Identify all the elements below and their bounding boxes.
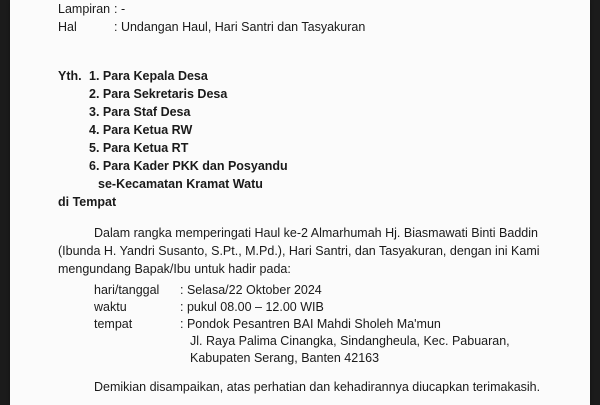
recipient-place: di Tempat xyxy=(58,195,117,209)
hal-value: : Undangan Haul, Hari Santri dan Tasyakuran xyxy=(114,20,366,34)
venue-line: Jl. Raya Palima Cinangka, Sindangheula, Kec. Pabuaran, xyxy=(190,334,510,348)
venue-label: tempat xyxy=(94,317,133,331)
venue-line: Kabupaten Serang, Banten 42163 xyxy=(190,351,380,365)
lampiran-value: : - xyxy=(114,2,126,16)
paragraph-line: mengundang Bapak/Ibu untuk hadir pada: xyxy=(58,262,291,276)
closing-text: Demikian disampaikan, atas perhatian dan kehadirannya diucapkan terimakasih. xyxy=(94,380,541,394)
venue-line: : Pondok Pesantren BAI Mahdi Sholeh Ma'mun xyxy=(180,317,441,331)
paragraph-line: Dalam rangka memperingati Haul ke-2 Almarhumah Hj. Biasmawati Binti Baddin xyxy=(94,226,538,240)
recipient-item: 5. Para Ketua RT xyxy=(89,141,189,155)
date-label: hari/tanggal xyxy=(94,283,160,297)
recipient-item: 3. Para Staf Desa xyxy=(89,105,191,119)
recipient-item: 2. Para Sekretaris Desa xyxy=(89,87,228,101)
salutation: Yth. xyxy=(58,69,82,83)
recipient-area: se-Kecamatan Kramat Watu xyxy=(98,177,263,191)
paragraph-line: (Ibunda H. Yandri Susanto, S.Pt., M.Pd.), Hari Santri, dan Tasyakuran, dengan ini Kami xyxy=(58,244,540,258)
date-value: : Selasa/22 Oktober 2024 xyxy=(180,283,322,297)
time-value: : pukul 08.00 – 12.00 WIB xyxy=(180,300,324,314)
recipient-item: 1. Para Kepala Desa xyxy=(89,69,208,83)
recipient-item: 6. Para Kader PKK dan Posyandu xyxy=(89,159,288,173)
letter-page xyxy=(10,0,590,405)
hal-label: Hal xyxy=(58,20,77,34)
lampiran-label: Lampiran xyxy=(58,2,111,16)
time-label: waktu xyxy=(94,300,127,314)
recipient-item: 4. Para Ketua RW xyxy=(89,123,193,137)
